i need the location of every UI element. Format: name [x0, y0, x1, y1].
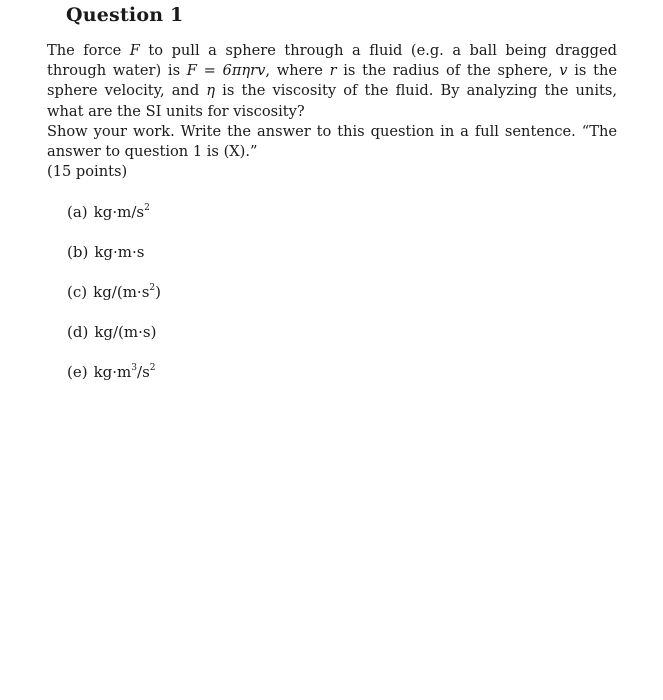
answer-options-list [67, 199, 161, 399]
option-value: kg·m [93, 363, 132, 381]
option-c [67, 279, 161, 319]
option-exponent: 3 [131, 363, 138, 373]
option-d [67, 319, 161, 359]
body-text: is the radius of the sphere, [336, 62, 560, 80]
instructions-text: Show your work. Write the answer to this question in a full sentence. “The answer to question 1 is (X).” [47, 123, 617, 161]
option-exponent: 2 [149, 283, 156, 293]
option-letter: (d) [67, 323, 89, 341]
option-exponent: 2 [144, 203, 150, 213]
option-letter: (b) [67, 243, 89, 261]
points-text: (15 points) [47, 163, 128, 180]
option-e [67, 359, 161, 399]
body-text: , where [265, 62, 330, 80]
option-value: kg/(m·s [93, 283, 150, 301]
option-value: kg/(m·s) [94, 323, 157, 341]
option-a [67, 199, 161, 239]
question-body [47, 41, 617, 122]
math-variable-velocity: v [559, 62, 568, 80]
math-variable-viscosity: η [206, 82, 216, 100]
force-formula: F = 6πηrv [186, 62, 266, 80]
option-letter: (c) [67, 283, 88, 301]
body-text: is the sphere velocity, and [47, 62, 618, 100]
option-value: kg·m·s [94, 243, 145, 261]
option-value: kg·m/s [93, 203, 145, 221]
math-variable-radius: r [329, 62, 337, 80]
option-exponent: 2 [149, 363, 156, 373]
math-variable-force: F [129, 42, 140, 59]
option-value-tail: /s [137, 363, 150, 381]
body-text: The force [47, 42, 130, 59]
option-b [67, 239, 161, 279]
option-letter: (e) [67, 363, 88, 381]
body-text: to pull a sphere through a fluid (e.g. a ball being dragged through water) is [47, 42, 617, 80]
option-letter: (a) [67, 203, 88, 221]
option-value-tail: ) [155, 283, 161, 301]
body-text: is the viscosity of the fluid. By analyzing the units, what are the SI units for viscosity? [47, 82, 617, 120]
question-title: Question 1 [66, 4, 184, 26]
